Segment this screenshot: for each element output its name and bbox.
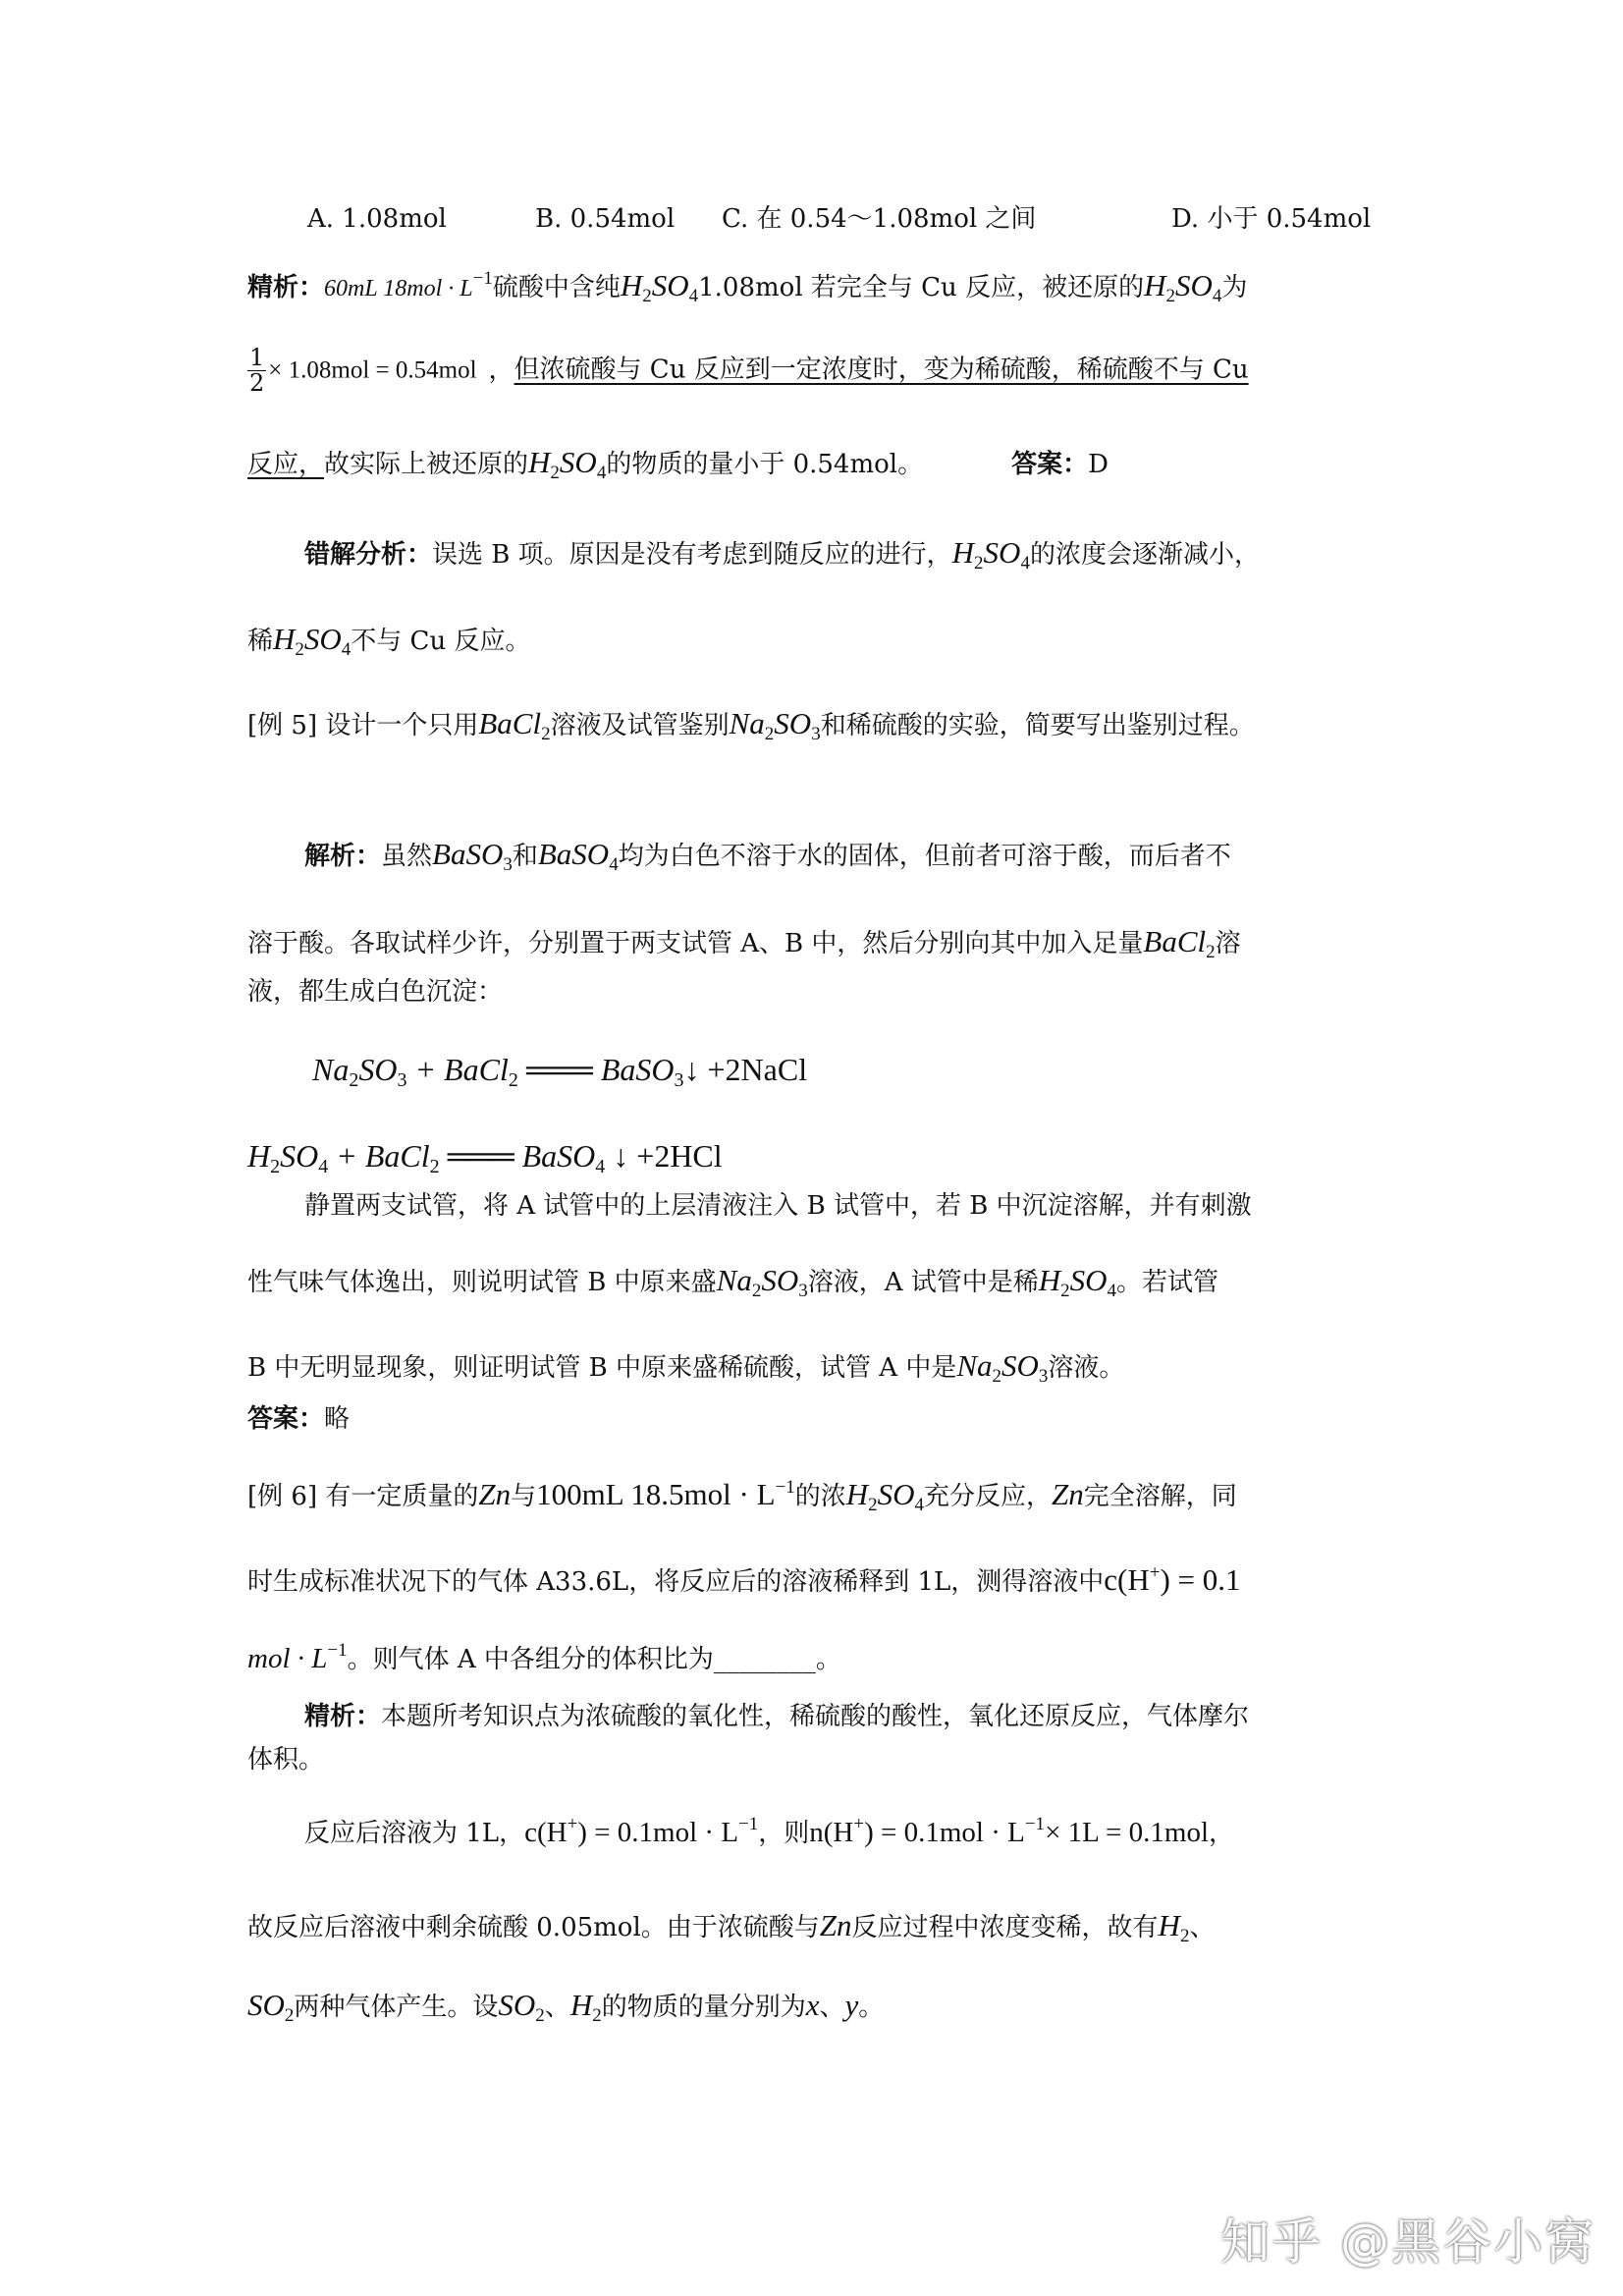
- analysis-label: 解析：: [304, 842, 382, 871]
- option-c: C. 在 0.54～1.08mol 之间: [722, 204, 1037, 234]
- concentration-text: 60mL $18mol \cdot L^{-1}$: [324, 268, 493, 301]
- example6-question-line3: mol · $L^{-1}$。则气体 A 中各组分的体积比为________。: [247, 1640, 841, 1674]
- example5-analysis-line1: 解析：虽然BaSO$_3$和BaSO$_4$均为白色不溶于水的固体，但前者可溶于酸，而后者不: [304, 837, 1231, 875]
- formula-baso4: BaSO$_4$: [537, 837, 619, 875]
- equation-1: $Na_2SO_3$ + BaCl$_2$ ═══ BaSO$_3$↓ +2NaCl: [312, 1052, 808, 1091]
- formula-zn: Zn: [1052, 1477, 1084, 1511]
- example6-analysis-line4: 故反应后溶液中剩余硫酸 0.05mol。由于浓硫酸与Zn反应过程中浓度变稀，故有$H_2$、: [247, 1908, 1216, 1946]
- formula-h2so4: $H_2SO_4$: [273, 622, 352, 660]
- example6-question-line1: [例 6] 有一定质量的Zn与100mL $18.5mol \cdot L^{-1}$的浓$H_2SO_4$充分反应，Zn完全溶解，同: [247, 1477, 1237, 1515]
- example5-analysis-line5: 性气味气体逸出，则说明试管 B 中原来盛$Na_2SO_3$溶液，A 试管中是稀$H_2SO_4$。若试管: [247, 1263, 1219, 1301]
- hydrogen-amount: $n(H^+) = 0.1mol \cdot L^{-1}\times 1L = 0.1mol$: [809, 1814, 1210, 1848]
- example5-analysis-line4: 静置两支试管，将 A 试管中的上层清液注入 B 试管中，若 B 中沉淀溶解，并有刺激: [304, 1191, 1252, 1221]
- variable-y: y: [844, 1988, 859, 2022]
- formula-so2: $SO_2$: [247, 1988, 295, 2026]
- zhihu-watermark: 知乎 @黑谷小窝: [1220, 2214, 1596, 2270]
- formula-bacl2: BaCl$_2$: [478, 706, 551, 744]
- example6-analysis-line1: 精析：本题所考知识点为浓硫酸的氧化性，稀硫酸的酸性，氧化还原反应，气体摩尔: [304, 1702, 1250, 1731]
- answer-label: 答案：: [1011, 450, 1089, 479]
- formula-na2so3: $Na_2SO_3$: [716, 1263, 808, 1301]
- example5-analysis-line6: B 中无明显现象，则证明试管 B 中原来盛稀硫酸，试管 A 中是$Na_2SO_3$溶液。: [247, 1348, 1125, 1387]
- example6-question-line2: 时生成标准状况下的气体 A33.6L，将反应后的溶液稀释到 1L，测得溶液中c(H+) = 0.1: [247, 1562, 1241, 1597]
- formula-h2: $H_2$: [1158, 1908, 1190, 1946]
- formula-h2so4: $H_2SO_4$: [845, 1477, 925, 1515]
- analysis-label: 精析：: [304, 1702, 382, 1731]
- example6-analysis-line5: $SO_2$两种气体产生。设$SO_2$、$H_2$的物质的量分别为x、y。: [247, 1988, 885, 2026]
- formula-h2so4: $H_2SO_4$: [951, 535, 1030, 574]
- formula-na2so3: $Na_2SO_3$: [729, 706, 821, 744]
- formula-na2so3: $Na_2SO_3$: [956, 1348, 1049, 1387]
- hydrogen-concentration: $c(H^+) = 0.1mol \cdot L^{-1}$: [524, 1814, 759, 1848]
- analysis1-line2: $\frac{1}{2}$ × 1.08mol = 0.54mol ，但浓硫酸与 Cu 反应到一定浓度时，变为稀硫酸，稀硫酸不与 Cu: [249, 344, 1249, 398]
- formula-bacl2: BaCl$_2$: [1143, 924, 1216, 962]
- formula-zn: Zn: [819, 1908, 852, 1942]
- formula-so2: $SO_2$: [498, 1988, 545, 2026]
- concentration-text: 100mL $18.5mol \cdot L^{-1}$: [536, 1477, 795, 1511]
- example5-analysis-line2: 溶于酸。各取试样少许，分别置于两支试管 A、B 中，然后分别向其中加入足量BaCl$_2$溶: [247, 924, 1241, 962]
- analysis1-line1: 精析：60mL $18mol \cdot L^{-1}$硫酸中含纯$H_2SO_41.08mol$ 若完全与 Cu 反应，被还原的$H_2SO_4$为: [247, 268, 1248, 306]
- equation-2: $H_2SO_4$ + BaCl$_2$ ═══ BaSO$_4$ ↓ +2HCl: [247, 1138, 723, 1177]
- formula-h2so4: $H_2SO_4$: [620, 268, 699, 306]
- answer-value: 略: [324, 1404, 351, 1434]
- error-analysis-line2: 稀$H_2SO_4$不与 Cu 反应。: [247, 622, 531, 660]
- analysis1-line3: 反应，故实际上被还原的$H_2SO_4$的物质的量小于 0.54mol。 答案：D: [247, 445, 1109, 483]
- error-analysis-label: 错解分析：: [304, 540, 433, 570]
- fraction-half: $\frac{1}{2}$: [249, 344, 265, 398]
- example5-question: [例 5] 设计一个只用BaCl$_2$溶液及试管鉴别$Na_2SO_3$和稀硫酸的实验，简要写出鉴别过程。: [247, 706, 1255, 744]
- example5-analysis-line3: 液，都生成白色沉淀：: [247, 977, 504, 1007]
- option-d: D. 小于 0.54mol: [1171, 204, 1372, 234]
- answer-label: 答案：: [247, 1404, 325, 1434]
- option-b: B. 0.54mol: [535, 204, 676, 234]
- formula-h2so4: $H_2SO_4$: [1038, 1263, 1117, 1301]
- formula-h2so4: $H_2SO_4$: [1144, 268, 1222, 306]
- example6-analysis-line3: 反应后溶液为 1L，$c(H^+) = 0.1mol \cdot L^{-1}$，则$n(H^+) = 0.1mol \cdot L^{-1}\times 1L = 0.1mol$，: [304, 1814, 1235, 1848]
- formula-baso3: BaSO$_3$: [432, 837, 513, 875]
- error-analysis-line1: 错解分析：误选 B 项。原因是没有考虑到随反应的进行，$H_2SO_4$的浓度会逐渐减小，: [304, 535, 1260, 574]
- unit-text: mol · $L^{-1}$: [247, 1640, 348, 1674]
- formula-h2: $H_2$: [569, 1988, 602, 2026]
- variable-x: x: [805, 1988, 820, 2022]
- analysis-label: 精析：: [247, 273, 325, 302]
- answer-value: D: [1088, 450, 1109, 479]
- option-a: A. 1.08mol: [307, 204, 447, 234]
- example6-analysis-line2: 体积。: [247, 1745, 325, 1775]
- formula-zn: Zn: [478, 1477, 512, 1511]
- hydrogen-concentration: c(H+) = 0.1: [1104, 1562, 1241, 1597]
- example5-answer: [247, 1404, 350, 1435]
- formula-h2so4: $H_2SO_4$: [528, 445, 607, 483]
